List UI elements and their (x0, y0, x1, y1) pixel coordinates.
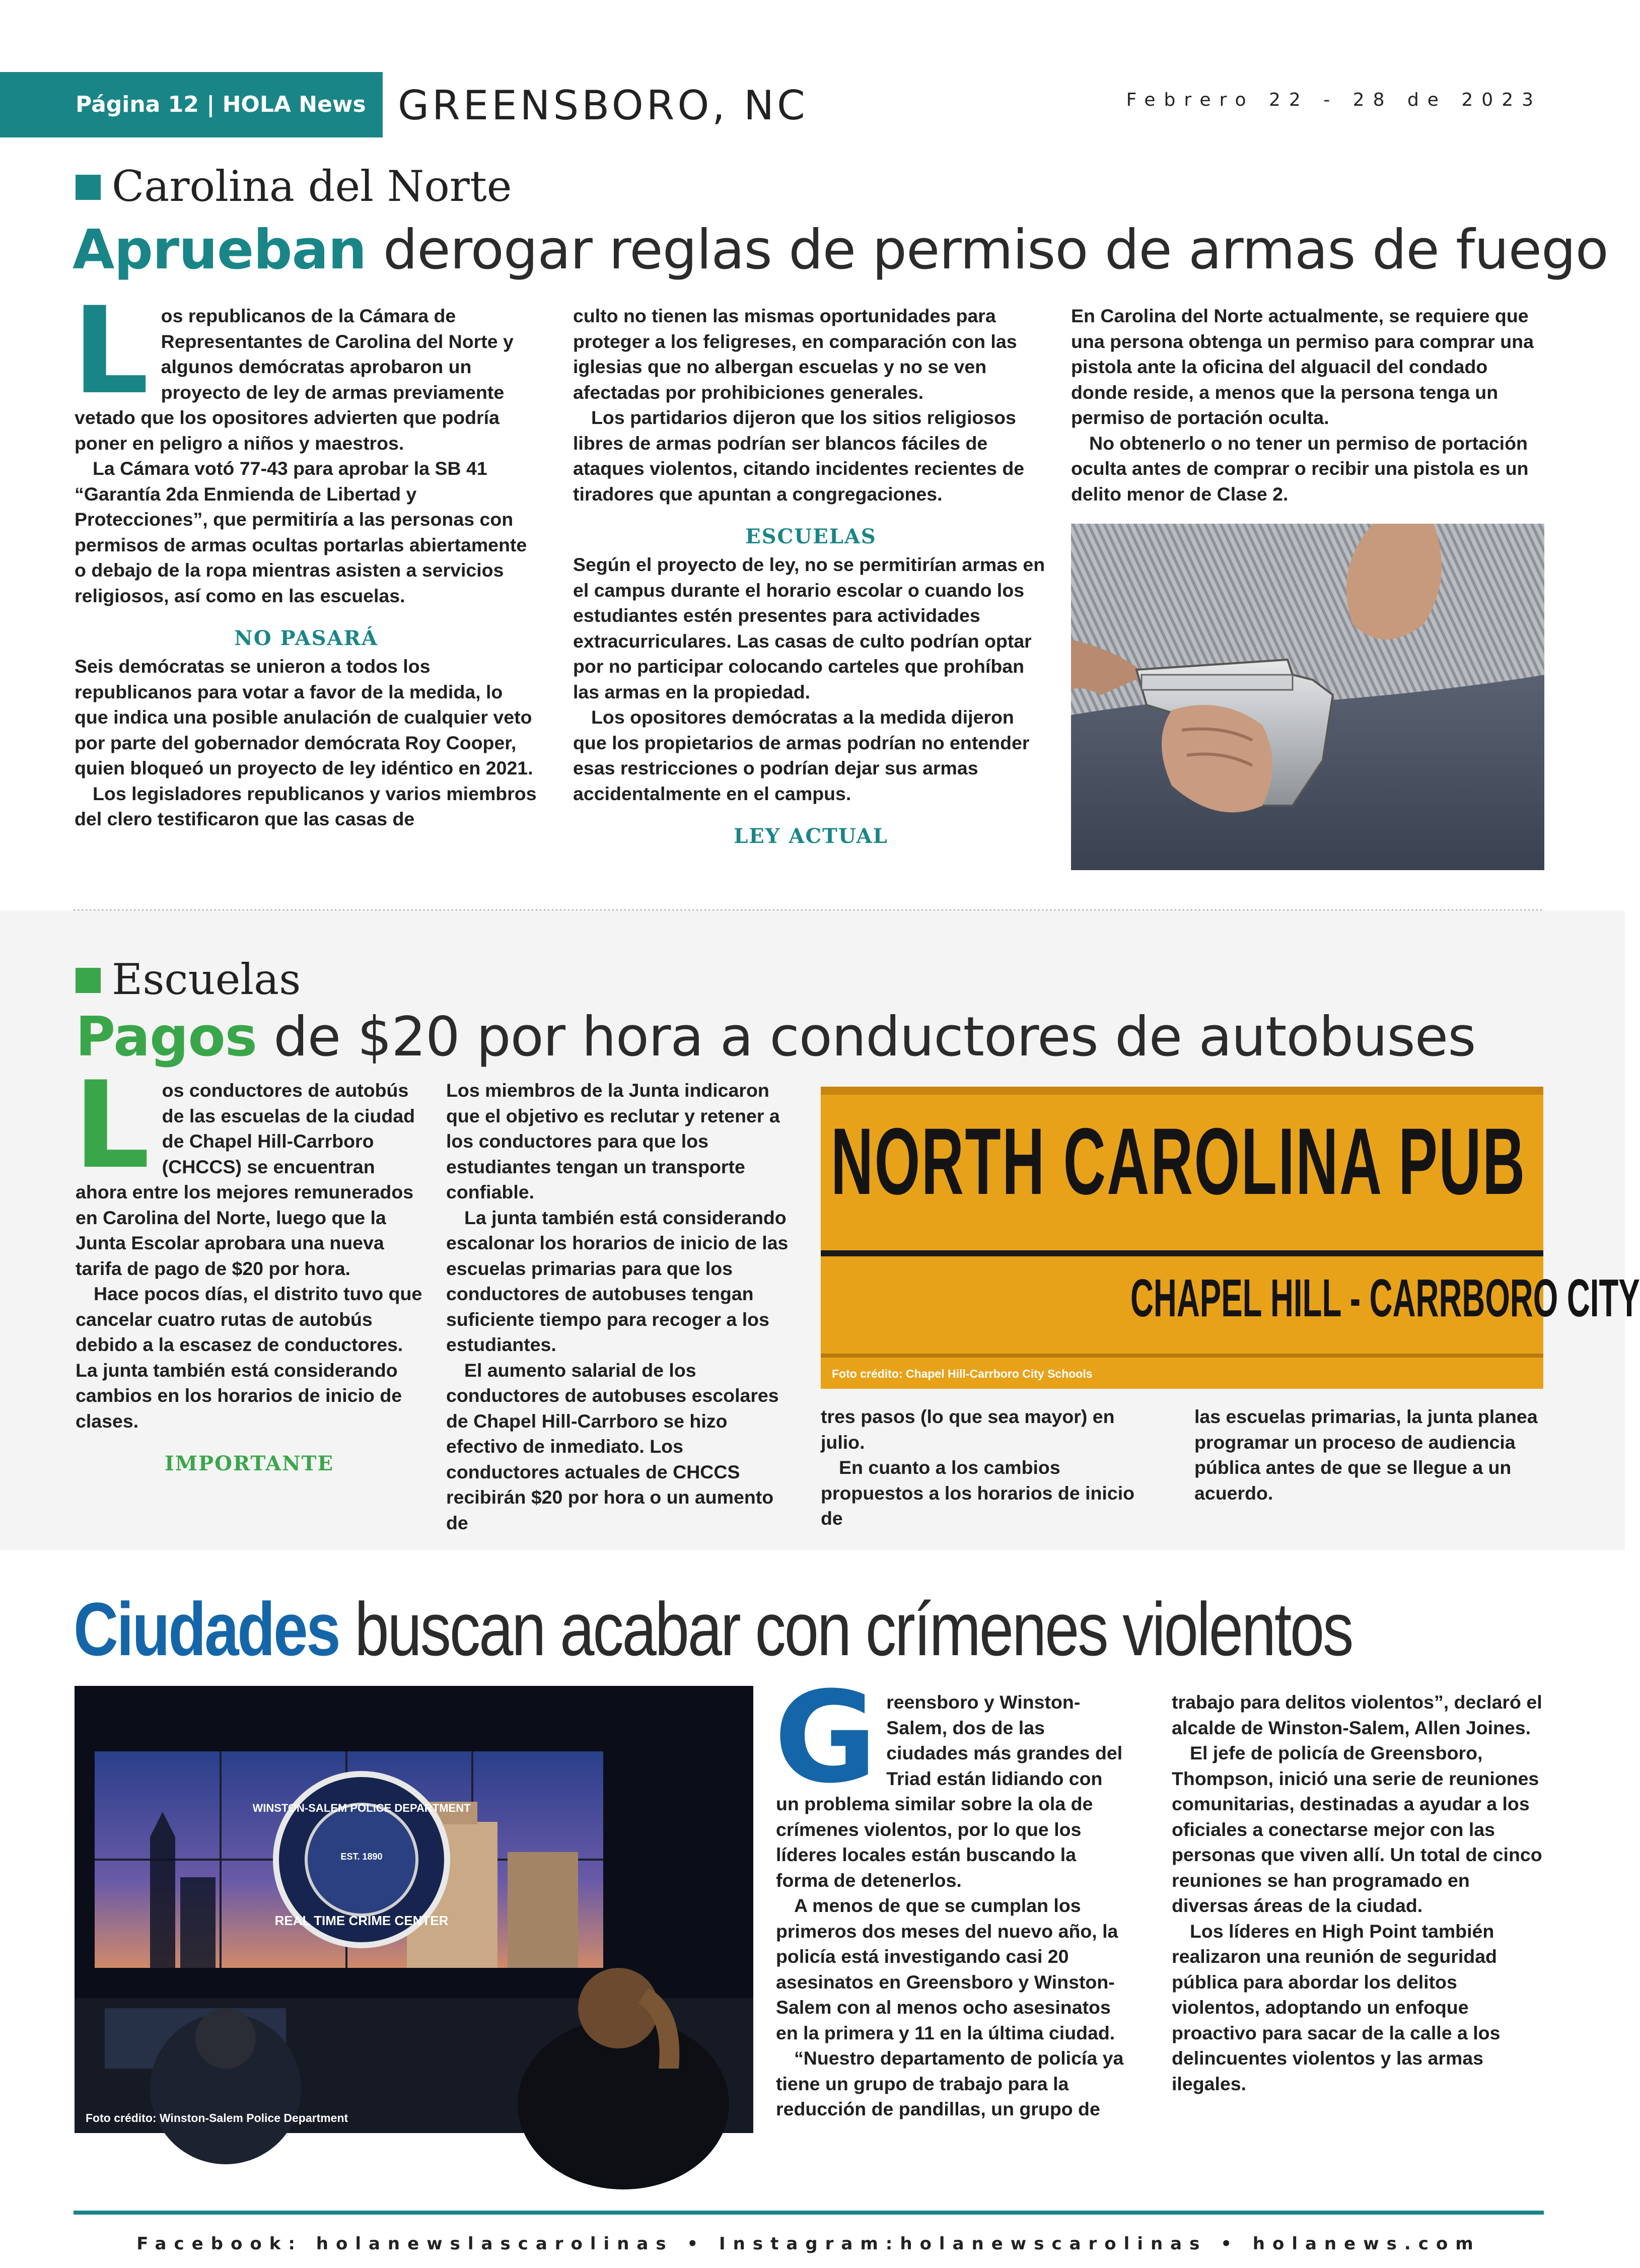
school-bus-photo (821, 1087, 1640, 1389)
section-heading (76, 954, 301, 1005)
article-column (73, 281, 538, 832)
article-column (74, 1056, 423, 1479)
crime-center-illustration (75, 1686, 753, 2133)
headline-keyword: Aprueban (73, 219, 367, 281)
article-column (1194, 1404, 1542, 1506)
article-column (821, 1404, 1158, 1531)
section-heading (76, 161, 512, 211)
paragraph: tres pasos (lo que sea mayor) en julio. (821, 1406, 1115, 1453)
paragraph: culto no tienen las mismas oportunidades para proteger a los feligreses, en comparación con las iglesias que no albergan escuelas y no se ven afectadas por prohibiciones generales. (573, 305, 1017, 403)
city-label: GREENSBORO, NC (398, 82, 808, 129)
paragraph: Los opositores demócratas a la medida dijeron que los propietarios de armas podrían no entender esas restricciones o podrían dejar sus armas accidentalmente en el campus. (573, 706, 1030, 804)
paragraph: En Carolina del Norte actualmente, se requiere que una persona obtenga un permiso para comprar una pistola ante la oficina del alguacil del condado donde reside, a menos que la persona tenga un permiso de portación oculta. (1071, 305, 1534, 428)
paragraph: Según el proyecto de ley, no se permitirían armas en el campus durante el horario escolar o cuando los estudiantes estén presentes para actividades extracurriculares. Las casas de culto podrían optar por no participar colocando carteles que prohíban las armas en la propiedad. (573, 554, 1045, 702)
headline-rest: de $20 por hora a conductores de autobuses (256, 1006, 1476, 1069)
paragraph: Seis demócratas se unieron a todos los republicanos para votar a favor de la medida, lo que indica una posible anulación de cualquier veto por parte del gobernador demócrata Roy Cooper, quien bloqueó un proyecto de ley idéntico en 2021. (75, 656, 533, 778)
photo-credit: Foto crédito: Winston-Salem Police Department (86, 2111, 348, 2124)
section-square-icon (76, 175, 101, 200)
seal-text-top: WINSTON-SALEM POLICE DEPARTMENT (252, 1802, 471, 1814)
section-title: Carolina del Norte (112, 162, 512, 211)
seal-year: EST. 1890 (340, 1852, 383, 1862)
handgun-photo (1071, 524, 1544, 870)
paragraph: Los partidarios dijeron que los sitios religiosos libres de armas podrían ser blancos fáciles de ataques violentos, citando incidentes recientes de tiradores que apuntan a congregaciones. (573, 407, 1025, 505)
article-headline (76, 1005, 1476, 1070)
paragraph: os conductores de autobús de las escuelas de la ciudad de Chapel Hill-Carrboro (CHCCS) se encuentran ahora entre los mejores remunerados en Carolina del Norte, luego que la Junta Escolar aprobara una nueva tarifa de pago de $20 por hora. (76, 1080, 415, 1279)
paragraph: os republicanos de la Cámara de Representantes de Carolina del Norte y algunos demócratas aprobaron un proyecto de ley de armas previamente vetado que los opositores advierten que podría poner en peligro a niños y maestros. (75, 305, 514, 454)
paragraph: El aumento salarial de los conductores de autobuses escolares de Chapel Hill-Carrboro se hizo efectivo de inmediato. Los conductores actuales de CHCCS recibirán $20 por hora o un aumento de (446, 1359, 779, 1533)
bus-text-line2: CHAPEL HILL - CARRBORO CITY (1130, 1268, 1640, 1328)
paragraph: Los líderes en High Point también realizaron una reunión de seguridad pública para abordar los delitos violentos, adoptando un enfoque proactivo para sacar de la calle a los delincuentes violentos y las armas ilegales. (1172, 1920, 1501, 2094)
paragraph: No obtenerlo o no tener un permiso de portación oculta antes de comprar o recibir una pistola es un delito menor de Clase 2. (1071, 432, 1529, 505)
paragraph: La Cámara votó 77-43 para aprobar la SB 41 “Garantía 2da Enmienda de Libertad y Protecciones”, que permitiría a las personas con permisos de armas ocultas portarlas abiertamente o debajo de la ropa mientras asisten a servicios religiosos, así como en las escuelas. (75, 458, 527, 606)
paragraph: “Nuestro departamento de policía ya tiene un grupo de trabajo para la reducción de pandillas, un grupo de (776, 2047, 1124, 2119)
subheading: LEY ACTUAL (734, 824, 888, 848)
paragraph: En cuanto a los cambios propuestos a los horarios de inicio de (821, 1457, 1135, 1529)
drop-cap: L (73, 281, 149, 421)
headline-rest: buscan acabar con crímenes violentos (339, 1587, 1352, 1671)
bus-text-line1: NORTH CAROLINA PUB (831, 1108, 1526, 1214)
issue-date: Febrero 22 - 28 de 2023 (1126, 90, 1542, 110)
footer-rule (74, 2211, 1544, 2215)
paragraph: El jefe de policía de Greensboro, Thompson, inició una serie de reuniones comunitarias, destinadas a ayudar a los oficiales a conectarse mejor con las personas que viven allí. Un total de cinco reuniones se han programado en diversas áreas de la ciudad. (1172, 1742, 1542, 1916)
paragraph: Hace pocos días, el distrito tuvo que cancelar cuatro rutas de autobús debido a la escasez de conductores. La junta también está considerando cambios en los horarios de inicio de clases. (76, 1283, 422, 1432)
article-column (1071, 303, 1544, 507)
paragraph: reensboro y Winston-Salem, dos de las ciudades más grandes del Triad están lidiando con un problema similar sobre la ola de crímenes violentos, por lo que los líderes locales están buscando la forma de detenerlos. (776, 1691, 1123, 1891)
photo-credit: Foto crédito: Chapel Hill-Carrboro City Schools (832, 1367, 1093, 1380)
headline-keyword: Pagos (76, 1006, 257, 1069)
paragraph: Los miembros de la Junta indicaron que el objetivo es reclutar y retener a los conductores para que los estudiantes tengan un transporte confiable. (446, 1080, 780, 1202)
handgun-illustration (1071, 524, 1544, 870)
article-column (774, 1664, 1128, 2122)
article-column (573, 303, 1049, 852)
subheading: IMPORTANTE (165, 1452, 334, 1475)
paragraph: Los legisladores republicanos y varios miembros del clero testificaron que las casas de (75, 783, 537, 829)
headline-rest: derogar reglas de permiso de armas de fuego (366, 219, 1608, 281)
subheading: ESCUELAS (745, 525, 877, 548)
footer-social-links: Facebook: holanewslascarolinas • Instagram:holanewscarolinas • holanews.com (136, 2234, 1481, 2254)
page-label: Página 12 | HOLA News (0, 72, 383, 137)
article-column (1172, 1689, 1544, 2096)
paragraph: A menos de que se cumplan los primeros dos meses del nuevo año, la policía está investigando casi 20 asesinatos en Greensboro y Winston-Salem con al menos ocho asesinatos en la primera y 11 en la última ciudad. (776, 1895, 1118, 2043)
article-headline (73, 218, 1608, 283)
crime-center-photo (75, 1686, 753, 2133)
article-headline (74, 1586, 1352, 1672)
drop-cap: L (74, 1056, 150, 1195)
paragraph: trabajo para delitos violentos”, declaró el alcalde de Winston-Salem, Allen Joines. (1172, 1691, 1542, 1738)
paragraph: La junta también está considerando escalonar los horarios de inicio de las escuelas primarias para que los conductores de autobuses tengan suficiente tiempo para recoger a los estudiantes. (446, 1207, 789, 1355)
subheading: NO PASARÁ (234, 626, 378, 650)
section-square-icon (76, 968, 101, 993)
article-column (446, 1078, 794, 1535)
section-title: Escuelas (112, 955, 301, 1004)
paragraph: las escuelas primarias, la junta planea programar un proceso de audiencia pública antes de que se llegue a un acuerdo. (1194, 1406, 1538, 1504)
seal-text-bottom: REAL TIME CRIME CENTER (274, 1913, 449, 1928)
drop-cap: G (774, 1664, 878, 1811)
headline-keyword: Ciudades (74, 1587, 339, 1671)
